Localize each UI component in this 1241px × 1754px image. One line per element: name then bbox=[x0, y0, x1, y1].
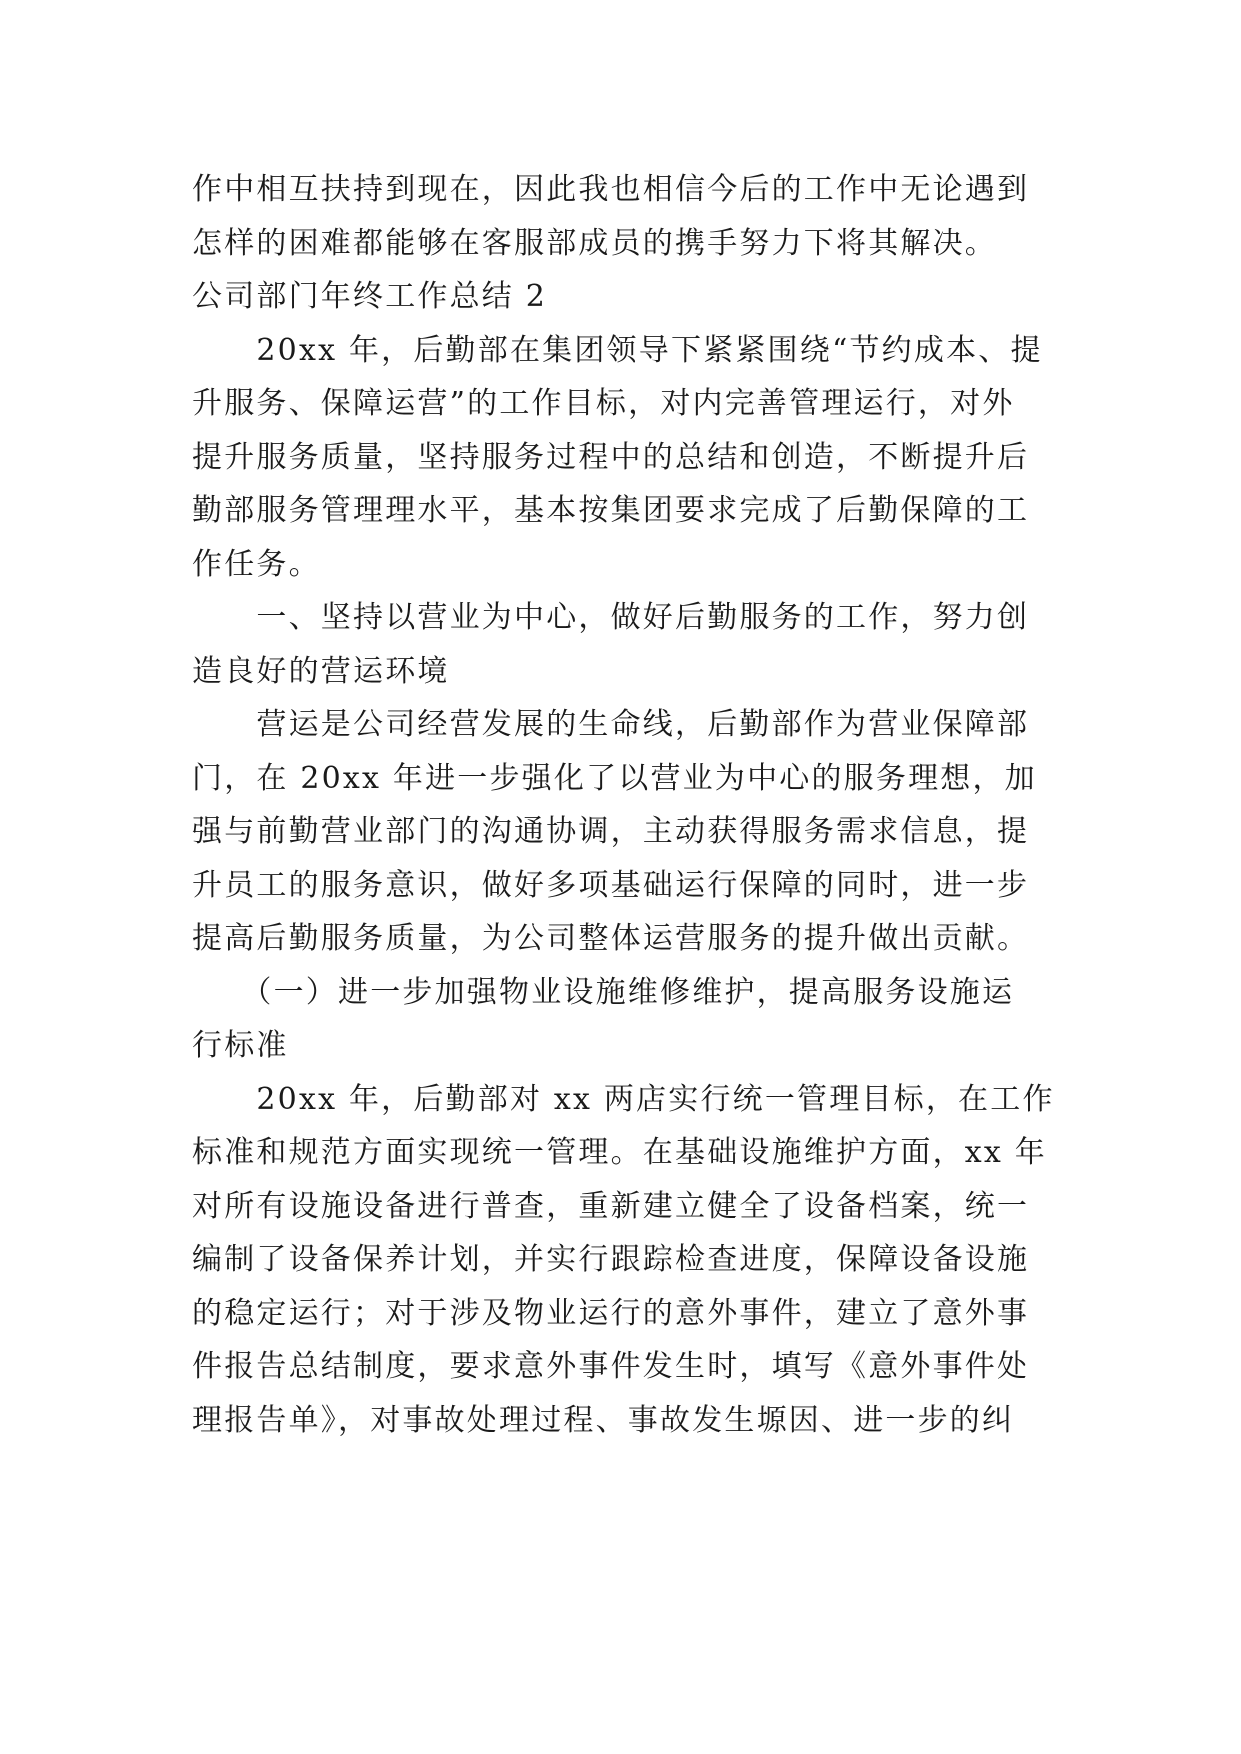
text-line: 标准和规范方面实现统一管理。在基础设施维护方面，xx 年 bbox=[192, 1135, 1047, 1170]
text-line: 的稳定运行；对于涉及物业运行的意外事件，建立了意外事 bbox=[192, 1295, 1030, 1331]
text-line: 20xx 年，后勤部在集团领导下紧紧围绕“节约成本、提 bbox=[192, 332, 1043, 368]
text-line: 门，在 20xx 年进一步强化了以营业为中心的服务理想，加 bbox=[192, 760, 1037, 796]
text-line: 行标准 bbox=[192, 1028, 289, 1063]
text-line: 作中相互扶持到现在，因此我也相信今后的工作中无论遇到 bbox=[192, 172, 1030, 207]
text-line: 件报告总结制度，要求意外事件发生时，填写《意外事件处 bbox=[192, 1349, 1030, 1384]
text-line: 强与前勤营业部门的沟通协调，主动获得服务需求信息，提 bbox=[192, 814, 1030, 849]
text-line: 20xx 年，后勤部对 xx 两店实行统一管理目标，在工作 bbox=[192, 1081, 1055, 1117]
text-line: 作任务。 bbox=[192, 546, 321, 582]
text-line: 怎样的困难都能够在客服部成员的携手努力下将其解决。 bbox=[192, 225, 997, 261]
text-line: 理报告单》，对事故处理过程、事故发生塬因、进一步的纠 bbox=[192, 1402, 1015, 1438]
text-line: 提升服务质量，坚持服务过程中的总结和创造，不断提升后 bbox=[192, 439, 1030, 475]
text-line: 编制了设备保养计划，并实行跟踪检查进度，保障设备设施 bbox=[192, 1242, 1030, 1277]
text-line: （一）进一步加强物业设施维修维护，提高服务设施运 bbox=[192, 974, 1015, 1010]
section-heading: 公司部门年终工作总结 2 bbox=[192, 279, 548, 314]
document-body bbox=[192, 163, 1072, 1447]
text-line: 升员工的服务意识，做好多项基础运行保障的同时，进一步 bbox=[192, 867, 1030, 903]
text-line: 对所有设施设备进行普查，重新建立健全了设备档案，统一 bbox=[192, 1188, 1030, 1224]
text-line: 营运是公司经营发展的生命线，后勤部作为营业保障部 bbox=[192, 707, 1030, 742]
text-line: 勤部服务管理理水平，基本按集团要求完成了后勤保障的工 bbox=[192, 493, 1030, 528]
text-line: 一、坚持以营业为中心，做好后勤服务的工作，努力创 bbox=[192, 600, 1030, 635]
text-line: 升服务、保障运营”的工作目标，对内完善管理运行，对外 bbox=[192, 386, 1015, 421]
text-line: 提高后勤服务质量，为公司整体运营服务的提升做出贡献。 bbox=[192, 921, 1030, 956]
text-line: 造良好的营运环境 bbox=[192, 653, 450, 689]
